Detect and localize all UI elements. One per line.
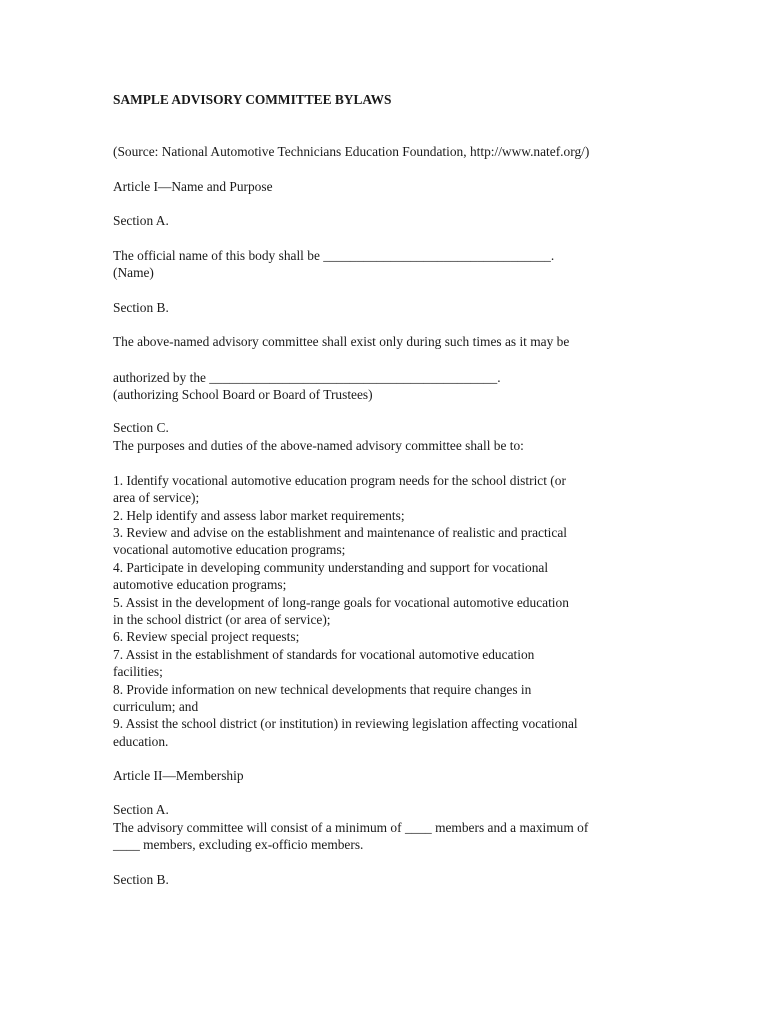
- article1-sectionA-heading: Section A.: [113, 213, 169, 228]
- list-item: 8. Provide information on new technical developments that require changes in: [113, 682, 532, 697]
- list-item: 3. Review and advise on the establishment and maintenance of realistic and practical: [113, 525, 568, 540]
- list-item: 2. Help identify and assess labor market requirements;: [113, 508, 405, 523]
- article1-sectionA-line2: (Name): [113, 265, 154, 280]
- article1-sectionB-line1: The above-named advisory committee shall exist only during such times as it may be: [113, 334, 570, 349]
- list-item: automotive education programs;: [113, 577, 287, 592]
- article2-sectionA-line2: ____ members, excluding ex-officio members.: [113, 837, 364, 852]
- article1-sectionC-intro: The purposes and duties of the above-named advisory committee shall be to:: [113, 438, 524, 453]
- list-item: area of service);: [113, 490, 200, 505]
- list-item: 5. Assist in the development of long-range goals for vocational automotive education: [113, 595, 569, 610]
- list-item: 7. Assist in the establishment of standards for vocational automotive education: [113, 647, 535, 662]
- list-item: 4. Participate in developing community understanding and support for vocational: [113, 560, 549, 575]
- article2-sectionA-line1: The advisory committee will consist of a minimum of ____ members and a maximum of: [113, 820, 589, 835]
- article2-heading: Article II—Membership: [113, 768, 244, 783]
- list-item: 6. Review special project requests;: [113, 629, 300, 644]
- list-item: 9. Assist the school district (or institution) in reviewing legislation affecting vocational: [113, 716, 578, 731]
- list-item: vocational automotive education programs;: [113, 542, 346, 557]
- list-item: curriculum; and: [113, 699, 199, 714]
- list-item: facilities;: [113, 664, 163, 679]
- document-page: [113, 0, 733, 1024]
- list-item: 1. Identify vocational automotive education program needs for the school district (or: [113, 473, 566, 488]
- article1-sectionB-line3: (authorizing School Board or Board of Trustees): [113, 387, 373, 402]
- list-item: education.: [113, 734, 169, 749]
- article1-sectionB-line2: authorized by the ___________________________________________.: [113, 370, 501, 385]
- article1-heading: Article I—Name and Purpose: [113, 179, 273, 194]
- article1-sectionC-heading: Section C.: [113, 420, 169, 435]
- article2-sectionA-heading: Section A.: [113, 802, 169, 817]
- list-item: in the school district (or area of service);: [113, 612, 331, 627]
- article1-sectionA-line1: The official name of this body shall be __________________________________.: [113, 248, 555, 263]
- article2-sectionB-heading: Section B.: [113, 872, 169, 887]
- article1-sectionB-heading: Section B.: [113, 300, 169, 315]
- document-title: SAMPLE ADVISORY COMMITTEE BYLAWS: [113, 92, 392, 107]
- source-line: (Source: National Automotive Technicians Education Foundation, http://www.natef.org/): [113, 144, 590, 159]
